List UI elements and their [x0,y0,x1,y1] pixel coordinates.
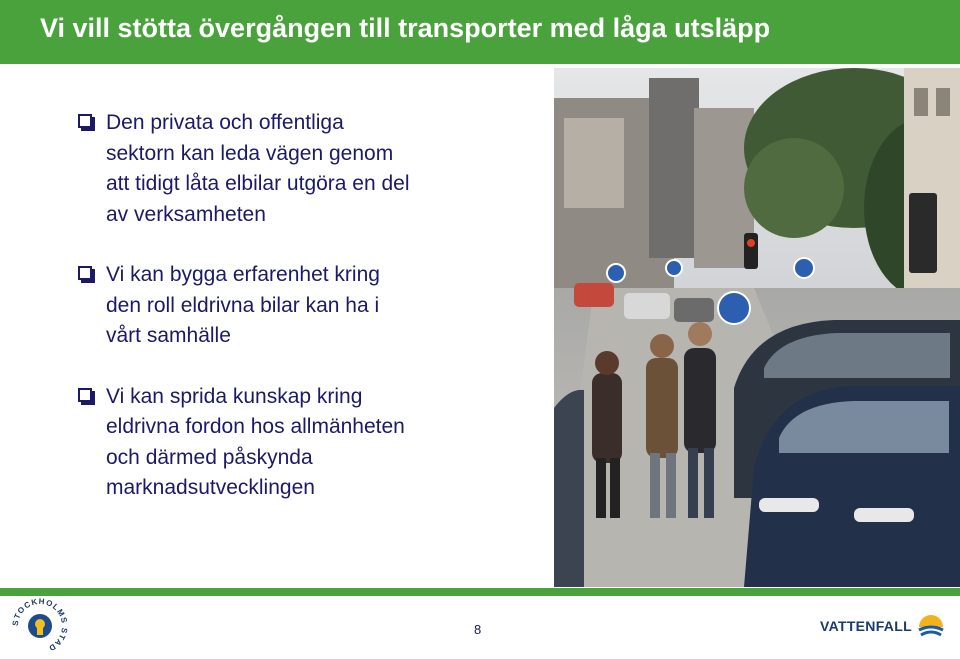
bullet-line: att tidigt låta elbilar utgöra en del [106,172,410,195]
vattenfall-logo [820,612,950,642]
bullet-line: marknadsutvecklingen [106,476,315,499]
bullet-line: och därmed påskynda [106,445,313,469]
bullet-item [76,260,546,352]
bullet-line: av verksamheten [106,202,266,226]
bullet-line: eldrivna fordon hos allmänheten [106,415,405,438]
checkbox-bullet-icon [78,114,92,128]
title-bar [0,0,960,64]
page-number: 8 [474,622,482,637]
slide-title: Vi vill stötta övergången till transporter med låga utsläpp [40,13,771,43]
bullet-line: Vi kan bygga erfarenhet kring [106,263,380,286]
checkbox-bullet-icon [78,266,92,280]
bullet-item [76,382,546,504]
stockholm-city-logo [12,598,68,654]
bottom-rule [0,588,960,596]
bullet-item [76,108,546,230]
vattenfall-sun-icon [916,612,946,642]
bullet-line: vårt samhälle [106,324,231,347]
bullet-line: Den privata och offentliga [106,111,344,134]
svg-text:STOCKHOLMS STAD: TOCKHOLMS TAD [12,598,68,653]
checkbox-bullet-icon [78,388,92,402]
bullet-line: Vi kan sprida kunskap kring [106,384,363,408]
bullet-list [76,108,546,534]
vattenfall-wordmark: VATTENFALL [820,618,912,634]
street-scene-photo [554,68,960,587]
bullet-line: den roll eldrivna bilar kan ha i [106,293,380,317]
bullet-line: sektorn kan leda vägen genom [106,141,394,165]
